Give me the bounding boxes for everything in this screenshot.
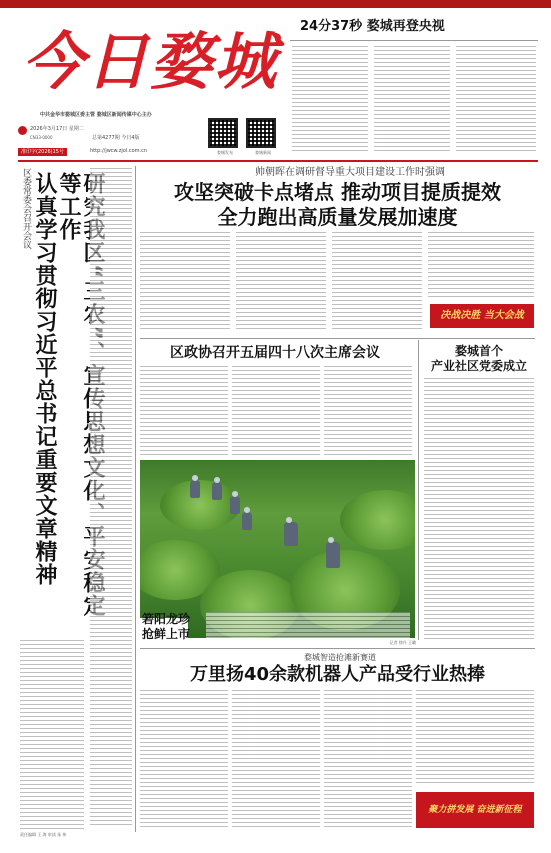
main-story-body-col1 xyxy=(140,232,230,332)
photo-title-line2: 抢鲜上市 xyxy=(142,627,191,641)
robot-body-col2 xyxy=(232,690,320,830)
left-story-body xyxy=(90,168,132,828)
qr-code-wucheng-release[interactable] xyxy=(208,118,238,148)
top-story-body-col1 xyxy=(292,46,368,154)
top-story-headline: 24分37秒 婺城再登央视 xyxy=(300,19,445,34)
party-headline-line2: 产业社区党委成立 xyxy=(430,359,527,373)
robot-headline: 万里扬40余款机器人产品受行业热捧 xyxy=(189,664,486,685)
cppcc-body-col1 xyxy=(140,366,228,456)
qr-label-2: 婺城新闻 xyxy=(255,150,271,155)
website-url[interactable]: http://jwcw.zjol.com.cn xyxy=(90,148,148,154)
top-story-body-col3 xyxy=(456,46,536,154)
left-story-body-bottom xyxy=(20,640,84,830)
masthead-subtitle: 中共金华市婺城区委主管 婺城区新闻传媒中心主办 xyxy=(40,112,152,118)
vertical-kicker: 区委常委会召开会议 xyxy=(21,168,31,249)
campaign-banner-1: 决战决胜 当大会战 xyxy=(430,304,534,328)
column-divider-left xyxy=(135,166,136,832)
party-story-body xyxy=(424,378,534,640)
masthead-date: 2026年3月17日 星期二 xyxy=(30,126,84,132)
cppcc-body-col2 xyxy=(232,366,320,456)
photo-title-line1: 箬阳龙珍 xyxy=(142,612,191,626)
main-headline-line1: 攻坚突破卡点堵点 推动项目提质提效 xyxy=(174,180,501,204)
top-story-rule xyxy=(290,40,538,41)
cppcc-headline: 区政协召开五届四十八次主席会议 xyxy=(170,345,380,361)
masthead-cn-code-text: CN33-0000 xyxy=(30,135,53,140)
masthead-title: 今日婺城 xyxy=(22,25,279,98)
main-story-body-col2 xyxy=(236,232,326,332)
qr-label-1: 婺城发布 xyxy=(217,150,233,155)
main-story-body-col4 xyxy=(428,232,534,300)
masthead-issue: 总第4277期 今日4版 xyxy=(92,135,140,141)
vertical-headline-col2: 认真学习贯彻习近平总书记重要文章精神 xyxy=(32,172,57,586)
main-story-body-col3 xyxy=(332,232,422,332)
vertical-headline-col1: 等工作 xyxy=(56,172,81,241)
masthead-divider xyxy=(18,160,538,162)
robot-body-col3 xyxy=(324,690,412,830)
party-headline-line1: 婺城首个 xyxy=(454,344,503,358)
top-red-bar xyxy=(0,0,551,8)
emblem-icon xyxy=(18,126,27,135)
robot-body-col1 xyxy=(140,690,228,830)
photo-caption-text xyxy=(206,612,410,638)
qr-code-wucheng-news[interactable] xyxy=(246,118,276,148)
robot-kicker: 婺城智造抢滩新赛道 xyxy=(304,653,376,662)
section-divider-1 xyxy=(140,338,535,339)
footer-editors: 责任编辑 王 海 审读 朱 伟 xyxy=(20,832,67,837)
campaign-banner-2: 聚力拼发展 奋进新征程 xyxy=(416,792,534,828)
cn-code-badge: 准印字(2026)15号 xyxy=(18,148,67,156)
cppcc-body-col3 xyxy=(324,366,412,456)
section-divider-2 xyxy=(140,648,535,649)
main-headline-line2: 全力跑出高质量发展加速度 xyxy=(217,205,458,229)
column-divider-right xyxy=(418,340,419,640)
top-story-body-col2 xyxy=(374,46,450,154)
main-story-kicker: 帅朝晖在调研督导重大项目建设工作时强调 xyxy=(255,167,445,178)
photo-credit: 记者 徐丹 王璐 xyxy=(389,640,416,645)
robot-body-col4 xyxy=(416,690,534,786)
